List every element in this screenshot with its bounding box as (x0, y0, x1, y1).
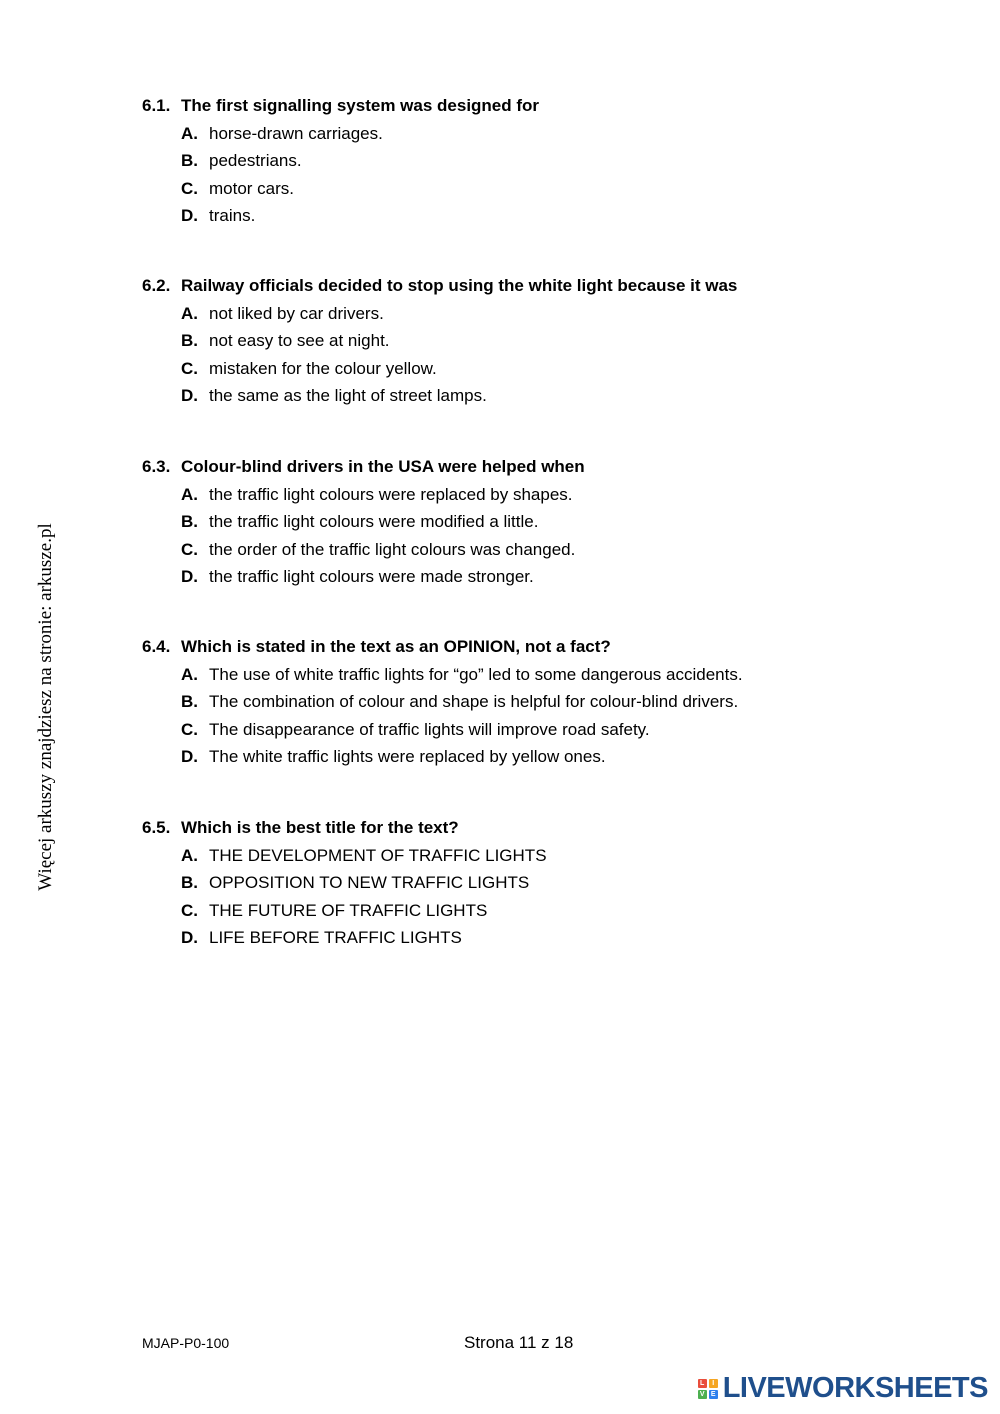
option-a[interactable] (181, 484, 902, 506)
option-text: not liked by car drivers. (209, 303, 384, 323)
option-text: trains. (209, 206, 256, 225)
option-letter: A. (181, 303, 198, 323)
option-text: OPPOSITION TO NEW TRAFFIC LIGHTS (209, 873, 530, 892)
option-text: the traffic light colours were replaced by shapes. (209, 484, 573, 504)
option-b[interactable] (181, 150, 902, 172)
question-stem (142, 456, 902, 478)
options-list (142, 484, 902, 589)
option-letter: A. (181, 664, 198, 684)
question-text: Which is stated in the text as an OPINION, not a fact? (181, 637, 611, 656)
option-text: horse-drawn carriages. (209, 123, 383, 143)
question-number: 6.3. (142, 457, 171, 476)
question-6-2 (142, 275, 902, 407)
option-text: the traffic light colours were made stronger. (209, 567, 534, 586)
option-d[interactable] (181, 927, 902, 949)
logo-text: LIVEWORKSHEETS (722, 1372, 988, 1404)
question-stem (142, 95, 902, 117)
option-letter: B. (181, 331, 198, 350)
options-list (142, 123, 902, 228)
option-letter: C. (181, 900, 198, 920)
option-text: not easy to see at night. (209, 331, 390, 350)
option-a[interactable] (181, 303, 902, 325)
option-c[interactable] (181, 178, 902, 200)
option-b[interactable] (181, 511, 902, 533)
question-stem (142, 636, 902, 658)
question-number: 6.5. (142, 818, 171, 837)
option-letter: A. (181, 484, 198, 504)
side-note: Więcej arkuszy znajdziesz na stronie: arkusze.pl (35, 523, 56, 891)
options-list (142, 303, 902, 408)
option-text: the same as the light of street lamps. (209, 386, 487, 405)
question-text: Railway officials decided to stop using the white light because it was (181, 276, 738, 295)
footer-exam-code: MJAP-P0-100 (142, 1335, 230, 1351)
question-number: 6.2. (142, 276, 171, 295)
logo-mark-icon (698, 1379, 718, 1399)
option-text: the order of the traffic light colours was changed. (209, 539, 576, 559)
option-letter: D. (181, 567, 198, 586)
logo-mark-cell-l: L (698, 1379, 707, 1388)
option-letter: C. (181, 178, 198, 198)
question-text: Colour-blind drivers in the USA were helped when (181, 457, 585, 476)
footer-page-number: Strona 11 z 18 (464, 1333, 574, 1352)
question-6-5 (142, 817, 902, 949)
logo-mark-cell-v: V (698, 1390, 707, 1399)
option-letter: D. (181, 386, 198, 405)
option-letter: B. (181, 512, 198, 531)
option-c[interactable] (181, 539, 902, 561)
question-stem (142, 275, 902, 297)
option-letter: D. (181, 928, 198, 947)
option-letter: C. (181, 358, 198, 378)
option-text: THE FUTURE OF TRAFFIC LIGHTS (209, 900, 488, 920)
option-a[interactable] (181, 123, 902, 145)
option-letter: B. (181, 151, 198, 170)
question-6-4 (142, 636, 902, 768)
option-letter: B. (181, 873, 198, 892)
liveworksheets-logo[interactable] (698, 1372, 988, 1405)
question-text: The first signalling system was designed for (181, 96, 540, 115)
option-letter: A. (181, 845, 198, 865)
option-d[interactable] (181, 746, 902, 768)
option-letter: D. (181, 206, 198, 225)
option-text: the traffic light colours were modified a little. (209, 512, 539, 531)
option-text: THE DEVELOPMENT OF TRAFFIC LIGHTS (209, 845, 547, 865)
question-number: 6.4. (142, 637, 171, 656)
option-a[interactable] (181, 845, 902, 867)
question-6-3 (142, 456, 902, 588)
logo-mark-cell-i: I (709, 1379, 718, 1388)
option-text: motor cars. (209, 178, 295, 198)
option-text: The combination of colour and shape is helpful for colour-blind drivers. (209, 692, 739, 711)
option-a[interactable] (181, 664, 902, 686)
option-text: mistaken for the colour yellow. (209, 358, 437, 378)
option-b[interactable] (181, 330, 902, 352)
options-list (142, 664, 902, 769)
option-letter: C. (181, 719, 198, 739)
option-c[interactable] (181, 719, 902, 741)
option-text: pedestrians. (209, 151, 302, 170)
option-d[interactable] (181, 385, 902, 407)
logo-mark-cell-e: E (709, 1390, 718, 1399)
option-d[interactable] (181, 566, 902, 588)
option-d[interactable] (181, 205, 902, 227)
option-text: LIFE BEFORE TRAFFIC LIGHTS (209, 928, 462, 947)
question-6-1 (142, 95, 902, 227)
option-b[interactable] (181, 691, 902, 713)
option-text: The white traffic lights were replaced by yellow ones. (209, 747, 606, 766)
option-c[interactable] (181, 900, 902, 922)
question-text: Which is the best title for the text? (181, 818, 459, 837)
option-letter: C. (181, 539, 198, 559)
option-letter: D. (181, 747, 198, 766)
option-text: The disappearance of traffic lights will improve road safety. (209, 719, 650, 739)
question-number: 6.1. (142, 96, 171, 115)
option-c[interactable] (181, 358, 902, 380)
option-letter: A. (181, 123, 198, 143)
option-letter: B. (181, 692, 198, 711)
options-list (142, 845, 902, 950)
option-b[interactable] (181, 872, 902, 894)
option-text: The use of white traffic lights for “go” led to some dangerous accidents. (209, 664, 743, 684)
question-stem (142, 817, 902, 839)
